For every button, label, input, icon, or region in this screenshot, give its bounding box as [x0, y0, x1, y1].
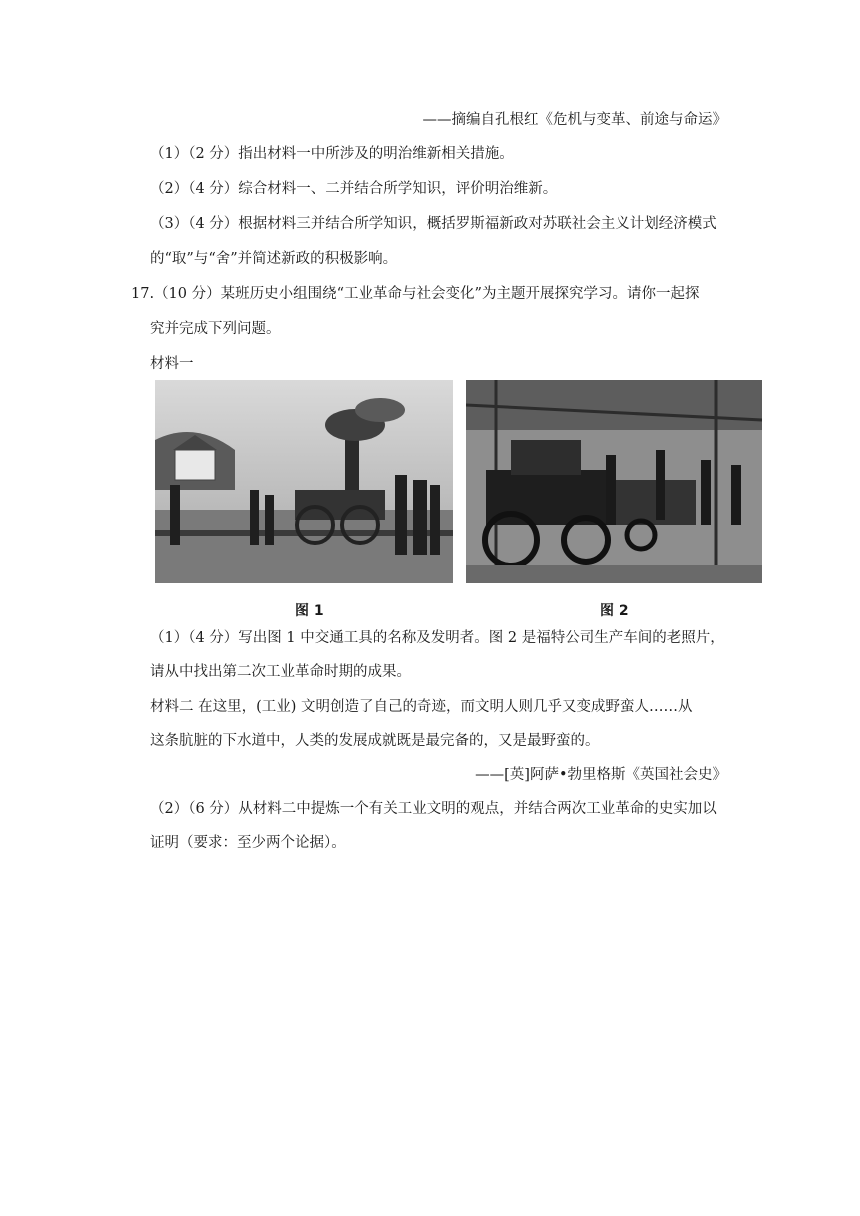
q17-subquestion-1-line1: （1）（4 分）写出图 1 中交通工具的名称及发明者。图 2 是福特公司生产车间的老照片， — [150, 630, 725, 646]
q16-subquestion-1: （1）（2 分）指出材料一中所涉及的明治维新相关措施。 — [150, 146, 514, 162]
material1-label: 材料一 — [150, 356, 194, 372]
q17-subquestion-2-line2: 证明（要求：至少两个论据）。 — [150, 835, 346, 851]
q17-subquestion-1-line2: 请从中找出第二次工业革命时期的成果。 — [150, 664, 411, 680]
material2-line2: 这条肮脏的下水道中，人类的发展成就既是最完备的，又是最野蛮的。 — [150, 733, 600, 749]
figure-1-caption: 图 1 — [295, 603, 324, 619]
q17-stem-line1: 17.（10 分）某班历史小组围绕“工业革命与社会变化”为主题开展探究学习。请你一起探 — [131, 286, 700, 302]
figure-1-locomotive-image — [155, 380, 453, 583]
figure-2-ford-workshop-image — [466, 380, 762, 583]
figure-2-caption: 图 2 — [600, 603, 629, 619]
q17-subquestion-2-line1: （2）（6 分）从材料二中提炼一个有关工业文明的观点，并结合两次工业革命的史实加以 — [150, 801, 717, 817]
q16-subquestion-3-line1: （3）（4 分）根据材料三并结合所学知识，概括罗斯福新政对苏联社会主义计划经济模式 — [150, 216, 717, 232]
q17-stem-line2: 究并完成下列问题。 — [150, 321, 281, 337]
q16-subquestion-2: （2）（4 分）综合材料一、二并结合所学知识，评价明治维新。 — [150, 181, 558, 197]
material2-line1: 材料二 在这里，(工业) 文明创造了自己的奇迹，而文明人则几乎又变成野蛮人……从 — [150, 699, 693, 715]
source-citation-1: ——摘编自孔根红《危机与变革、前途与命运》 — [422, 112, 727, 128]
q16-subquestion-3-line2: 的“取”与“舍”并简述新政的积极影响。 — [150, 251, 398, 267]
source-citation-2: ——[英]阿萨•勃里格斯《英国社会史》 — [475, 767, 727, 783]
